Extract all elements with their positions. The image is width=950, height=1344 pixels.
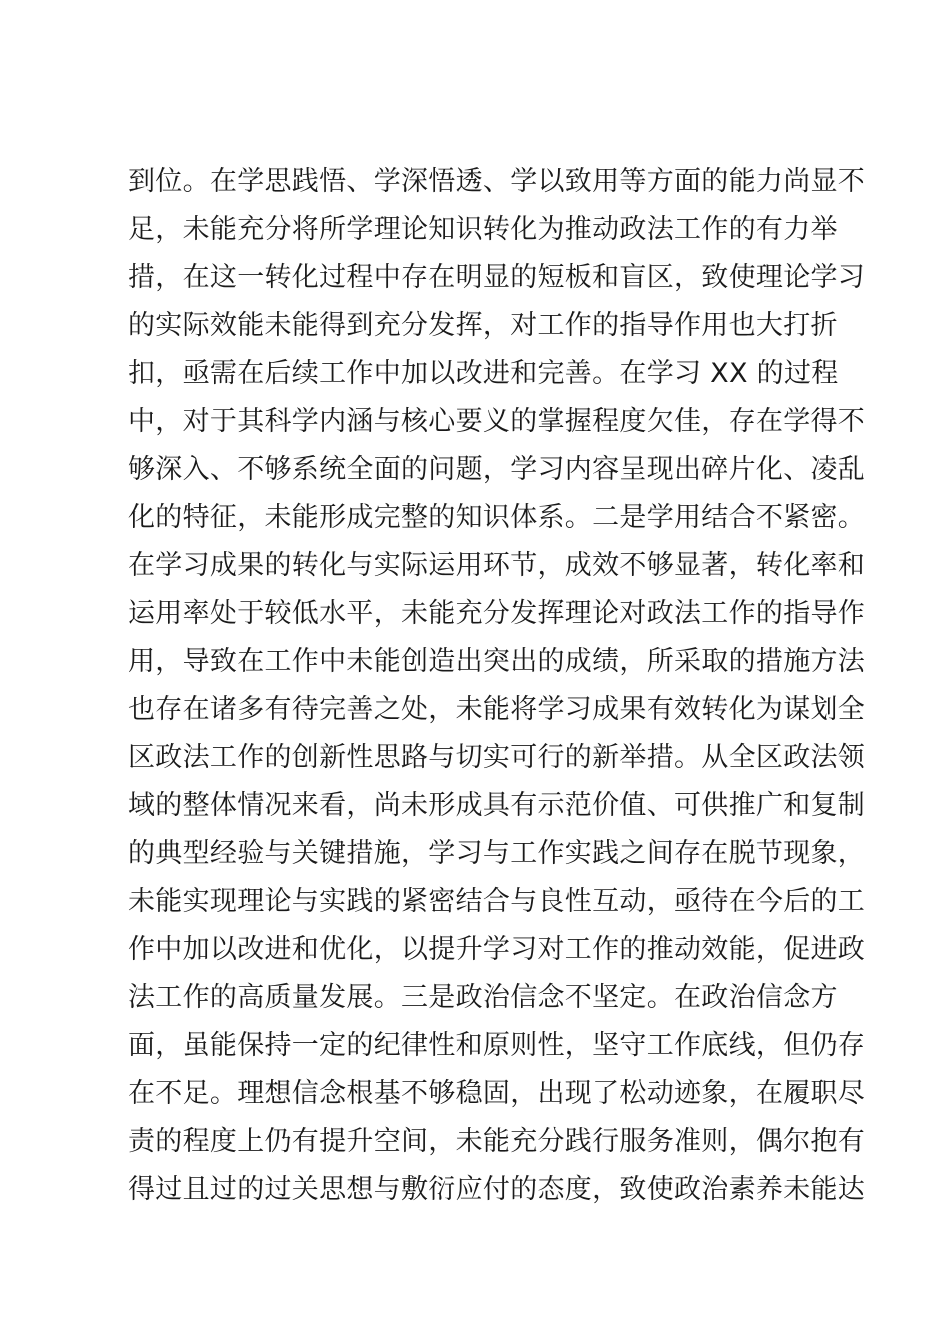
text-line: 在学习成果的转化与实际运用环节，成效不够显著，转化率和 bbox=[128, 550, 866, 581]
text-line: 运用率处于较低水平，未能充分发挥理论对政法工作的指导作 bbox=[128, 598, 866, 629]
text-line: 措，在这一转化过程中存在明显的短板和盲区，致使理论学习 bbox=[128, 262, 866, 293]
text-line: 到位。在学思践悟、学深悟透、学以致用等方面的能力尚显不 bbox=[128, 166, 866, 197]
text-line: 责的程度上仍有提升空间，未能充分践行服务准则，偶尔抱有 bbox=[128, 1126, 866, 1157]
text-line: 用，导致在工作中未能创造出突出的成绩，所采取的措施方法 bbox=[128, 646, 866, 677]
text-line: 的实际效能未能得到充分发挥，对工作的指导作用也大打折 bbox=[128, 310, 838, 341]
text-line: 化的特征，未能形成完整的知识体系。二是学用结合不紧密。 bbox=[128, 502, 866, 533]
text-line: 中，对于其科学内涵与核心要义的掌握程度欠佳，存在学得不 bbox=[128, 406, 866, 437]
text-line: 得过且过的过关思想与敷衍应付的态度，致使政治素养未能达 bbox=[128, 1174, 866, 1205]
text-line: 足，未能充分将所学理论知识转化为推动政法工作的有力举 bbox=[128, 214, 838, 245]
text-line: 扣，亟需在后续工作中加以改进和完善。在学习 XX 的过程 bbox=[128, 358, 839, 389]
text-line: 的典型经验与关键措施，学习与工作实践之间存在脱节现象， bbox=[128, 838, 866, 869]
text-line: 面，虽能保持一定的纪律性和原则性，坚守工作底线，但仍存 bbox=[128, 1030, 866, 1061]
text-line: 作中加以改进和优化，以提升学习对工作的推动效能，促进政 bbox=[128, 934, 866, 965]
text-line: 域的整体情况来看，尚未形成具有示范价值、可供推广和复制 bbox=[128, 790, 866, 821]
body-text bbox=[128, 158, 866, 1214]
text-line: 法工作的高质量发展。三是政治信念不坚定。在政治信念方 bbox=[128, 982, 838, 1013]
text-line: 未能实现理论与实践的紧密结合与良性互动，亟待在今后的工 bbox=[128, 886, 866, 917]
text-line: 区政法工作的创新性思路与切实可行的新举措。从全区政法领 bbox=[128, 742, 866, 773]
text-line: 够深入、不够系统全面的问题，学习内容呈现出碎片化、凌乱 bbox=[128, 454, 866, 485]
text-line: 也存在诸多有待完善之处，未能将学习成果有效转化为谋划全 bbox=[128, 694, 866, 725]
text-line: 在不足。理想信念根基不够稳固，出现了松动迹象，在履职尽 bbox=[128, 1078, 866, 1109]
